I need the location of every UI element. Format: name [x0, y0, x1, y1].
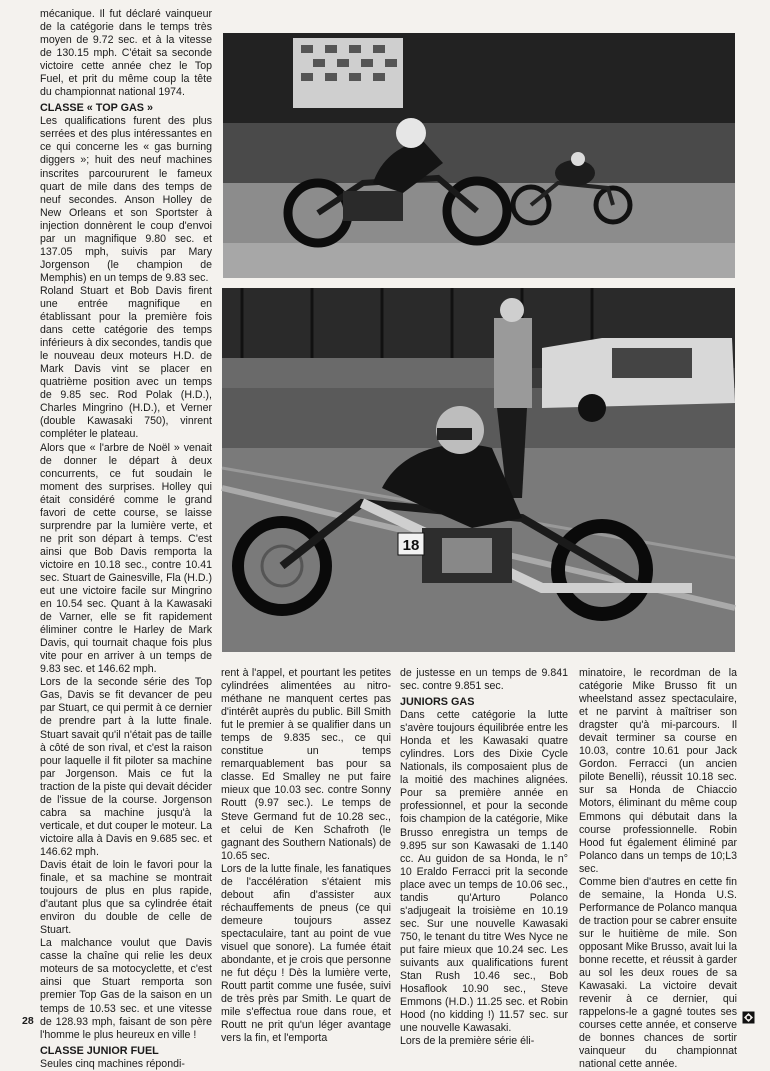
end-of-article-icon — [742, 1011, 755, 1024]
paragraph: mécanique. Il fut déclaré vainqueur de la catégorie dans le temps très moyen de 9.72 sec. et à la vitesse de 130.15 mph. C'était sa seconde victoire cette année chez le Top Fuel, et prit du même coup la tête du championnat national 1974. — [40, 8, 212, 99]
paragraph: Seules cinq machines répondi- — [40, 1057, 185, 1070]
bike-plate-number: 18 — [402, 537, 420, 554]
paragraph: minatoire, le recordman de la catégorie Mike Brusso fit un wheelstand assez spectaculaire, et ne parvint à maîtriser son dragster qu'à mi-parcours. Il devait terminer sa course en 10.03, contre 10.61 pour Jack Gordon. Ferracci (un ancien pilote Benelli), réussit 10.18 sec. sur sa Honda de Chiaccio Motors, éliminant du même coup Emmons qui débutait dans la course professionnelle. Robin Hood fut également éliminé par Polanco dans un temps de 10;L3 sec. — [579, 667, 737, 875]
paragraph: Comme bien d'autres en cette fin de semaine, la Honda U.S. Performance de Polanco manqua de traction pour se cabrer ensuite sur le huitième de mile. Son opposant Mike Brusso, avait lui la bonne recette, et réussit à garder au sol les deux roues de sa Kawasaki. La victoire devait revenir à ce dernier, qui rappelons-le a gagné toutes ses courses cette année, et conserve de bonnes chances de sortir vainqueur du championnat national cette année. — [579, 875, 737, 1071]
photo-rider-number-18 — [222, 288, 735, 652]
section-heading-junior-fuel: CLASSE JUNIOR FUEL — [40, 1044, 159, 1057]
paragraph: Lors de la seconde série des Top Gas, Davis se fit devancer de peu par Stuart, ce qui permit à ce dernier de prendre part à la lutte finale. Stuart savait qu'il n'était pas de taille à côté de son rival, et c'est la raison pour laquelle il fit piloter sa machine par Jorgenson. Mais ce fut la traction de la piste qui devait décider de l'issue de la course. Jorgenson cabra sa machine jusqu'à la verticale, et dut couper le moteur. La victoire alla à Davis en 9.685 sec. et 146.62 mph. — [40, 676, 212, 858]
article-column-3 — [400, 667, 568, 1048]
paragraph: Dans cette catégorie la lutte s'avère toujours équilibrée entre les Honda et les Kawasaki quatre cylindres. Lors des Dixie Cycle Nationals, ils composaient plus de la moitié des machines alignées. Pour sa première année en professionnel, et pour la seconde fois champion de la catégorie, Mike Brusso enregistra un temps de 9.895 sur son Kawasaki de 1.140 cc. Au guidon de sa Honda, le n° 10 Eraldo Ferracci prit la seconde place avec un temps de 10.06 sec., tandis qu'Arturo Polanco s'adjugeait la troisième en 10.19 sec. Sur une nouvelle Kawasaki 750, le tenant du titre Wes Nyce ne put faire mieux que 10.24 sec. Les suivants aux qualifications furent Stan Rush 10.46 sec., Bob Hosaflook 10.90 sec., Steve Emmons (H.D.) 11.25 sec. et Robin Hood (no kidding !) 11.57 sec. sur une nouvelle Kawasaki. — [400, 709, 568, 1035]
paragraph: Davis était de loin le favori pour la finale, et sa machine se montrait toujours de plus en plus rapide, d'autant plus que sa cylindrée était environ du double de celle de Stuart. — [40, 859, 212, 937]
paragraph: de justesse en un temps de 9.841 sec. contre 9.851 sec. — [400, 667, 568, 693]
paragraph: Les qualifications furent des plus serrées et des plus intéressantes en ce qui concerne les « gas burning diggers »; huit des neuf machines inscrites parcoururent le fameux quart de mile dans des temps de neuf secondes. Anson Holley de New Orleans et son Sportster à injection donnèrent le coup d'envoi par un magnifique 9.80 sec. et 137.05 mph, suivis par Mary Jorgenson (le champion de Memphis) en un temps de 9.83 sec. — [40, 115, 212, 284]
article-column-1 — [40, 8, 212, 1070]
article-column-4 — [579, 667, 737, 1071]
paragraph: Roland Stuart et Bob Davis firent une entrée magnifique en établissant pour la première fois dans cette catégorie des temps inférieurs à dix secondes, tandis que le nouveau deux moteurs H.D. de Mark Davis vint se placer en quatrième position avec un temps de 9.85 sec. Rod Polak (H.D.), Charles Mingrino (H.D.), et Verner (double Kawasaki 750), vinrent compléter le plateau. — [40, 284, 212, 441]
page-number: 28 — [22, 1015, 34, 1027]
paragraph: Lors de la première série éli- — [400, 1035, 535, 1048]
paragraph: rent à l'appel, et pourtant les petites cylindrées alimentées au nitro-méthane ne manquent certes pas d'intérêt auprès du public. Bill Smith fut le premier à se qualifier dans un temps de 9.835 sec., ce qui constitue un temps remarquablement bas pour sa classe. Ed Smalley ne put faire mieux que 10.03 sec. contre Sonny Routt (9.97 sec.). Le temps de Steve Germand fut de 10.28 sec., et celui de Ken Schafroth (le gagnant des Southern Nationals) de 10.65 sec. — [221, 667, 391, 862]
article-column-2 — [221, 667, 391, 1045]
photo-drag-race-two-bikes — [223, 33, 735, 278]
paragraph: Alors que « l'arbre de Noël » venait de donner le départ à deux concurrents, ce fut soudain le moment des surprises. Holley qui était considéré comme le grand favori de cette course, se laisse surprendre par la lumière verte, et ne prit son départ à temps. C'est ainsi que Bob Davis remporta la victoire en 10.18 sec., contre 10.41 sec. Stuart de Gainesville, Fla (H.D.) eut une victoire facile sur Mingrino en 10.54 sec. Quant à la Kawasaki de Varner, elle se fit rapidement éliminer contre le Harley de Mark Davis, qui tournait chaque fois plus vite pour en arriver à un temps de 9.83 sec. et 146.62 mph. — [40, 441, 212, 676]
section-heading-juniors-gas: JUNIORS GAS — [400, 696, 475, 709]
paragraph: Lors de la lutte finale, les fanatiques de l'accélération s'étaient mis debout afin d'assister aux réchauffements de pneus (ce qui demeure toujours assez spectaculaire, tant au point de vue visuel que sonore). La fumée était abondante, et je crois que personne ne fut déçu ! Dès la lumière verte, Routt partit comme une fusée, suivi de très près par Smith. Le quart de mile s'effectua roue dans roue, et Routt ne prit qu'un léger avantage vers la fin, et l'emporta — [221, 862, 391, 1045]
paragraph: La malchance voulut que Davis casse la chaîne qui relie les deux moteurs de sa motocyclette, et c'est ainsi que Stuart remporta son premier Top Gas de la saison en un temps de 10.53 sec. et une vitesse de 128.93 mph, faisant de son père l'homme le plus heureux en ville ! — [40, 937, 212, 1041]
section-heading-top-gas: CLASSE « TOP GAS » — [40, 102, 154, 115]
